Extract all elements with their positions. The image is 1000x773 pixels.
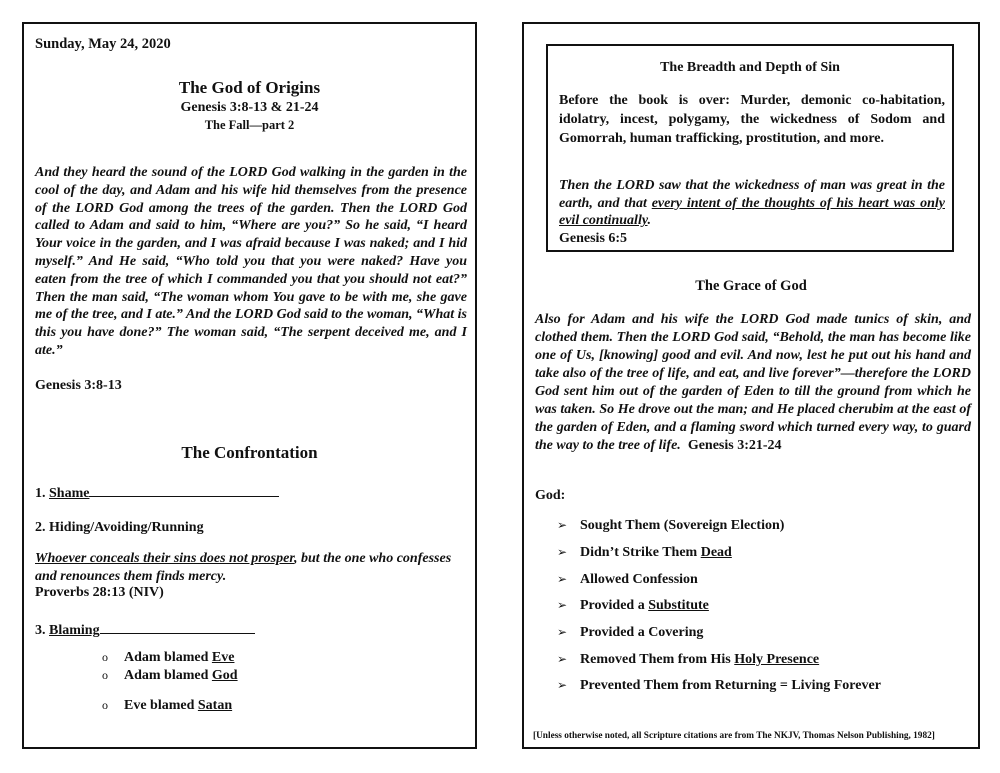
sermon-title: The God of Origins	[178, 78, 321, 97]
blame-item: o Adam blamed God	[102, 668, 238, 683]
proverb-verse	[35, 550, 467, 585]
point-shame	[35, 484, 279, 502]
blame-item: o Adam blamed Eve	[102, 650, 235, 665]
blame-item: o Eve blamed Satan	[102, 698, 233, 713]
proverb-reference: Proverbs 28:13 (NIV)	[35, 585, 164, 600]
left-page	[22, 22, 477, 749]
grace-list-item: ➢ Provided a Covering	[557, 625, 704, 640]
circle-bullet-icon: o	[102, 668, 108, 682]
sin-box-reference: Genesis 6:5	[559, 231, 628, 246]
sin-box-verse: Then the LORD saw that the wickedness of man was great in the earth, and that every intent of the thoughts of his heart was only evil continually.	[559, 178, 945, 228]
grace-list-item: ➢ Removed Them from His Holy Presence	[557, 652, 820, 667]
arrow-bullet-icon: ➢	[557, 518, 568, 532]
point-word: Blaming	[49, 623, 100, 638]
section-heading-grace: The Grace of God	[695, 278, 807, 294]
scripture-reference: Genesis 3:8-13	[35, 378, 122, 393]
proverb-underlined: Whoever conceals their sins does not prosper	[35, 551, 295, 566]
grace-list-item: ➢ Didn’t Strike Them Dead	[557, 545, 732, 560]
sin-box-text: Before the book is over: Murder, demonic co-habitation, idolatry, incest, polygamy, the wickedness of Sodom and Gomorrah, human trafficking, prostitution, and more.	[559, 93, 945, 146]
point-number: 1.	[35, 486, 49, 501]
grace-reference: Genesis 3:21-24	[687, 438, 782, 453]
point-word: Shame	[49, 486, 90, 501]
scripture-passage: And they heard the sound of the LORD God walking in the garden in the cool of the day, and Adam and his wife hid themselves from the presence of the LORD God among the trees of the garden. Then the LORD God called to Adam and said to him, “Where are you?” So he said, “I heard Your voice in the garden, and I was afraid because I was naked; and I hid myself.” And He said, “Who told you that you were naked? Have you eaten from the tree of which I commanded you that you should not eat?” Then the man said, “The woman whom You gave to be with me, she gave me of the tree, and I ate.” And the LORD God said to the woman, “What is this you have done?” The woman said, “The serpent deceived me, and I ate.”	[35, 165, 467, 358]
fill-in-blank	[89, 484, 279, 497]
right-page	[522, 22, 980, 749]
grace-list-item: ➢ Prevented Them from Returning = Living Forever	[557, 678, 881, 693]
grace-passage: Also for Adam and his wife the LORD God made tunics of skin, and clothed them. Then the LORD God said, “Behold, the man has become like one of Us, [knowing] good and evil. And now, lest he put out his hand and take also of the tree of life, and eat, and live forever”—therefore the LORD God sent him out of the garden of Eden to till the ground from which he was taken. So He drove out the man; and He placed cherubim at the east of the garden of Eden, and a flaming sword which turned every way, to guard the way to the tree of life. Genesis 3:21-24	[535, 312, 971, 453]
sermon-series: The Fall—part 2	[204, 118, 295, 132]
grace-list-item: ➢ Allowed Confession	[557, 572, 698, 587]
arrow-bullet-icon: ➢	[557, 598, 568, 612]
proverb-rest: , but the one who confesses and renounces them finds mercy.	[35, 551, 452, 584]
circle-bullet-icon: o	[102, 650, 108, 664]
circle-bullet-icon: o	[102, 698, 108, 712]
sin-callout-box	[546, 44, 954, 252]
arrow-bullet-icon: ➢	[557, 678, 568, 692]
citation-footnote: [Unless otherwise noted, all Scripture citations are from The NKJV, Thomas Nelson Publishing, 1982]	[533, 731, 935, 741]
fill-in-blank	[100, 621, 255, 634]
point-number: 3.	[35, 623, 49, 638]
grace-list-item: ➢ Provided a Substitute	[557, 598, 709, 613]
point-blaming	[35, 621, 255, 639]
grace-list-item: ➢ Sought Them (Sovereign Election)	[557, 518, 785, 533]
god-label: God:	[535, 488, 566, 503]
sin-box-title: The Breadth and Depth of Sin	[660, 60, 840, 75]
arrow-bullet-icon: ➢	[557, 572, 568, 586]
section-heading-confrontation: The Confrontation	[181, 443, 318, 462]
sermon-scripture: Genesis 3:8-13 & 21-24	[180, 100, 319, 115]
arrow-bullet-icon: ➢	[557, 652, 568, 666]
arrow-bullet-icon: ➢	[557, 545, 568, 559]
point-hiding: 2. Hiding/Avoiding/Running	[35, 520, 204, 535]
sermon-date: Sunday, May 24, 2020	[35, 36, 171, 52]
arrow-bullet-icon: ➢	[557, 625, 568, 639]
